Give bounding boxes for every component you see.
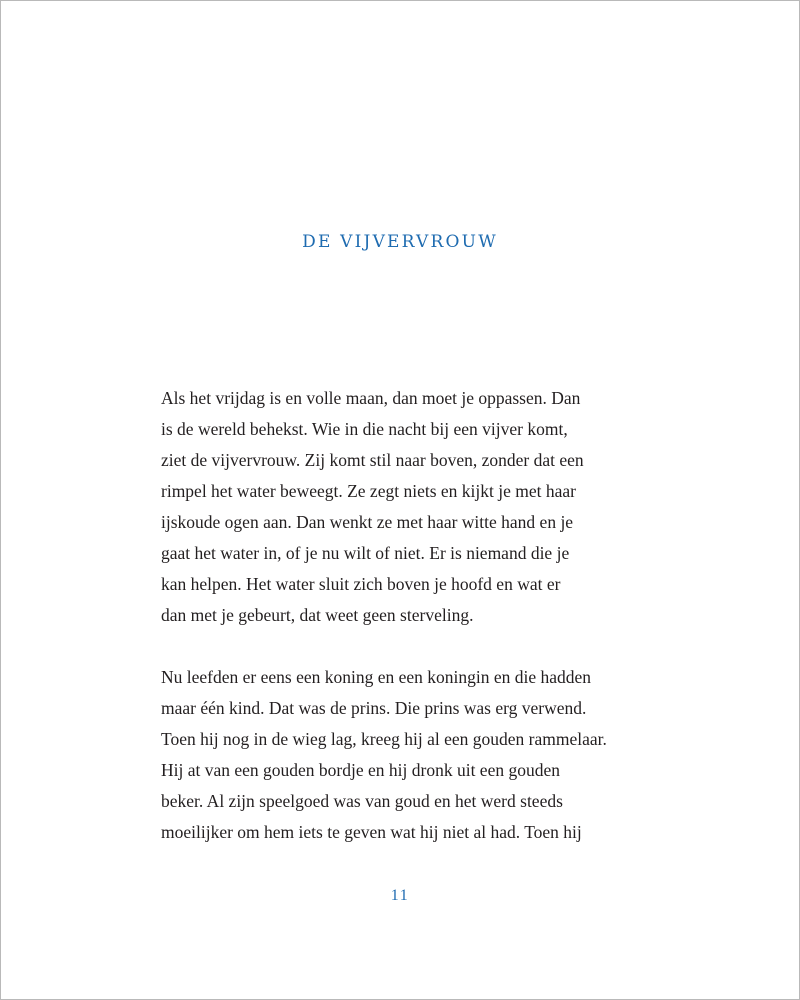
text-line: is de wereld behekst. Wie in die nacht bij een vijver komt, [161, 419, 568, 439]
text-line: ijskoude ogen aan. Dan wenkt ze met haar witte hand en je [161, 512, 574, 532]
text-line: kan helpen. Het water sluit zich boven je hoofd en wat er [161, 574, 561, 594]
text-line: Nu leefden er eens een koning en een koningin en die hadden [161, 667, 592, 687]
body-paragraph [161, 383, 631, 631]
text-line: moeilijker om hem iets te geven wat hij niet al had. Toen hij [161, 822, 582, 842]
text-line: Als het vrijdag is en volle maan, dan moet je oppassen. Dan [161, 388, 581, 408]
text-line: dan met je gebeurt, dat weet geen sterveling. [161, 605, 474, 625]
text-line: Toen hij nog in de wieg lag, kreeg hij al een gouden rammelaar. [161, 729, 607, 749]
text-line: beker. Al zijn speelgoed was van goud en het werd steeds [161, 791, 563, 811]
body-paragraph [161, 662, 631, 848]
page-number: 11 [390, 887, 410, 904]
text-line: ziet de vijvervrouw. Zij komt stil naar boven, zonder dat een [161, 450, 584, 470]
text-line: Hij at van een gouden bordje en hij dronk uit een gouden [161, 760, 560, 780]
text-line: maar één kind. Dat was de prins. Die prins was erg verwend. [161, 698, 587, 718]
text-line: rimpel het water beweegt. Ze zegt niets en kijkt je met haar [161, 481, 576, 501]
chapter-title: DE VIJVERVROUW [302, 232, 498, 252]
text-line: gaat het water in, of je nu wilt of niet. Er is niemand die je [161, 543, 570, 563]
